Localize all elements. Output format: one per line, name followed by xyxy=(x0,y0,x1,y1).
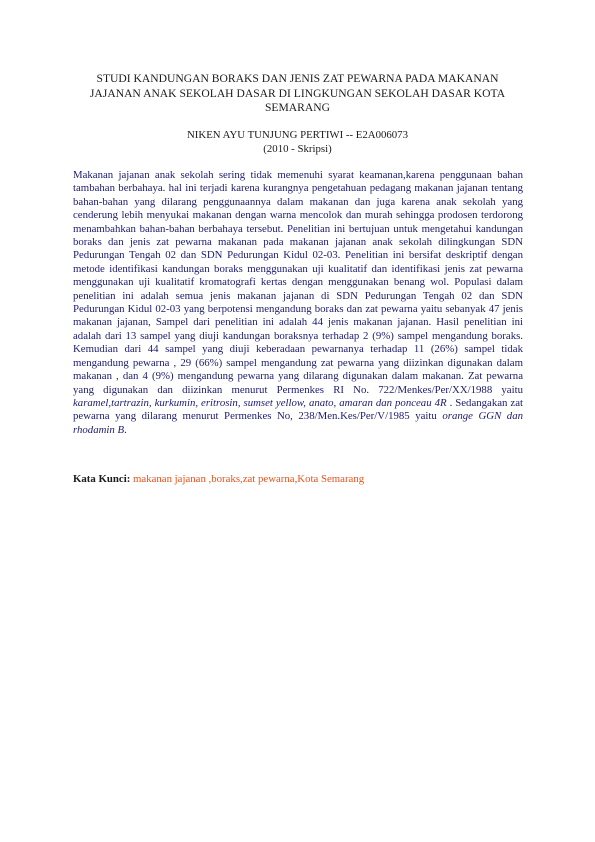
keywords-label: Kata Kunci: xyxy=(73,473,131,485)
abstract-paragraph xyxy=(73,169,523,437)
title-line-1: STUDI KANDUNGAN BORAKS DAN JENIS ZAT PEWARNA PADA MAKANAN xyxy=(96,72,499,85)
abstract xyxy=(73,169,523,437)
paper-title xyxy=(72,72,523,116)
keywords-value: makanan jajanan ,boraks,zat pewarna,Kota Semarang xyxy=(130,473,365,485)
abstract-text-3: . xyxy=(124,423,127,436)
author-block xyxy=(72,128,523,156)
author-name: NIKEN AYU TUNJUNG PERTIWI -- E2A006073 xyxy=(187,129,408,141)
year-type: (2010 - Skripsi) xyxy=(263,143,332,155)
abstract-italic-dyes-allowed: karamel,tartrazin, kurkumin, eritrosin, sumset yellow, anato, amaran dan ponceau 4R xyxy=(73,396,447,409)
abstract-italic-dyes-banned: orange GGN dan rhodamin B xyxy=(73,410,523,436)
title-line-2: JAJANAN ANAK SEKOLAH DASAR DI LINGKUNGAN SEKOLAH DASAR KOTA xyxy=(89,86,506,100)
title-line-3: SEMARANG xyxy=(264,101,331,114)
keywords xyxy=(73,472,523,486)
abstract-text-2: . Sedangakan zat pewarna yang dilarang menurut Permenkes No, 238/Men.Kes/Per/V/1985 yaitu xyxy=(73,396,523,423)
abstract-text-1: Makanan jajanan anak sekolah sering tidak memenuhi syarat keamanan,karena penggunaan bahan tambahan berbahaya. hal ini terjadi karena kurangnya pengetahuan pedagang makanan jajanan tentang bahan-bahan yang dilarang penggunaannya dalam makanan dan juga karena anak sekolah yang cenderung lebih menyukai makanan dengan warna mencolok dan murah sehingga prodosen terdorong menambahkan bahan-bahan berbahaya tersebut. Penelitian ini bertujuan untuk mengetahui kandungan boraks dan jenis zat pewarna makanan pada makanan jajanan anak sekolah dilingkungan SDN Pedurungan Tengah 02 dan SDN Pedurungan Kidul 02-03. Penelitian ini bersifat deskriptif dengan metode identifikasi kandungan boraks menggunakan uji kualitatif dan identifikasi jenis zat pewarna menggunakan uji kualitatif kromatografi kertas dengan menggunakan benang wol. Populasi dalam penelitian ini adalah semua jenis makanan jajanan di SDN Pedurungan Tengah 02 dan SDN Pedurungan Kidul 02-03 yang berpotensi mengandung boraks dan zat pewarna yaitu sebanyak 47 jenis makanan jajanan, Sampel dari penelitian ini adalah 44 jenis makanan jajanan. Hasil penelitian ini adalah dari 13 sampel yang diuji kandungan boraksnya terhadap 2 (9%) sampel mengandung boraks. Kemudian dari 44 sampel yang diuji keberadaan pewarnanya terhadap 11 (26%) sampel tidak mengandung pewarna , 29 (66%) sampel mengandung zat pewarna yang diizinkan digunakan dalam makanan , dan 4 (9%) mengandung pewarna yang dilarang digunakan dalam makanan. Zat pewarna yang digunakan dan diizinkan menurut Permenkes RI No. 722/Menkes/Per/XX/1988 yaitu xyxy=(73,169,523,396)
